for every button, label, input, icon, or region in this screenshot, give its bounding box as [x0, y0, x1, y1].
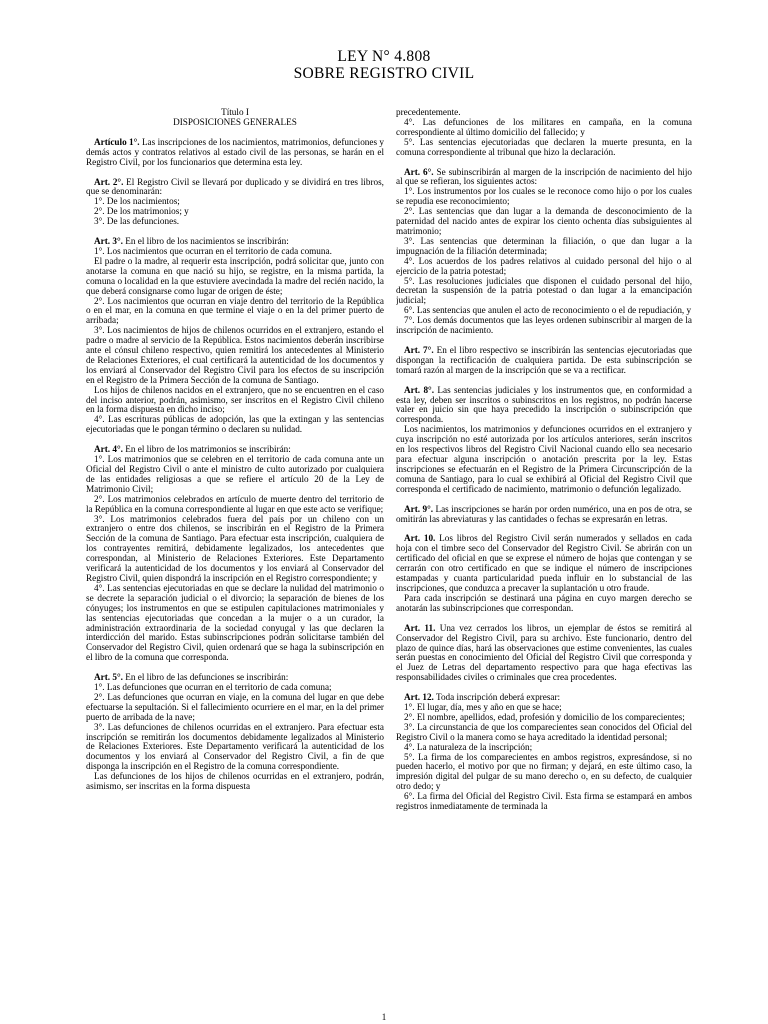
article-11: Art. 11. Una vez cerrados los libros, un ejemplar de éstos se remitirá al Conservador del Registro Civil, para su archivo. Este funcionario, dentro del plazo de quince días, hará las observaciones que estime convenientes, las cuales serán puestas en conocimiento del Oficial del Registro Civil que corresponda y el Juez de Letras del departamento respectivo para que haga efectivas las responsabilidades civiles o criminales que crea procedentes.	[396, 622, 692, 683]
paragraph: 3°. Los matrimonios celebrados fuera del país por un chileno con un extranjero o entre dos chilenos, se inscribirán en el Registro de la Primera Sección de la comuna de Santiago. Para efectuar esta inscripción, cualquiera de los contrayentes remitirá, debidamente legalizados, los antecedentes que correspondan, al Ministerio de Relaciones Exteriores. Este Departamento verificará la autenticidad de los documentos y los enviará al Conservador del Registro Civil, quien dispondrá la inscripción en el Registro correspondiente; y	[86, 513, 384, 583]
article-label: Art. 4°.	[94, 444, 123, 455]
article-label: Art. 5°.	[94, 672, 123, 683]
article-10: Art. 10. Los libros del Registro Civil serán numerados y sellados en cada hoja con el timbre seco del Conservador del Registro Civil. Se abrirán con un certificado del oficial en que se exprese el número de hojas que contengan y se cerrarán con otro certificado en que se indique el número de inscripciones estampadas y cuanta particularidad pueda influir en lo substancial de las inscripciones, que conduzca a precaver la suplantación u otro fraude.	[396, 533, 692, 593]
paragraph: El padre o la madre, al requerir esta inscripción, podrá solicitar que, junto con anotarse la comuna en que nació su hijo, se registre, en la misma partida, la comuna o localidad en la que estuviere avecindada la madre del recién nacido, la que deberá consignarse como lugar de origen de éste;	[86, 255, 384, 296]
paragraph: 4°. La naturaleza de la inscripción;	[404, 741, 533, 752]
paragraph: 5°. Las resoluciones judiciales que disponen el cuidado personal del hijo, decretan la suspensión de la patria potestad o dan lugar a la emancipación judicial;	[396, 275, 692, 306]
paragraph: 2°. Los nacimientos que ocurran en viaje dentro del territorio de la República o en el mar, en la comuna en que termine el viaje o en la del primer puerto de arribada;	[86, 295, 384, 326]
article-4: Art. 4°. En el libro de los matrimonios se inscribirán:	[94, 444, 291, 455]
paragraph: 1°. Los nacimientos que ocurran en el territorio de cada comuna.	[94, 245, 332, 256]
paragraph: 4°. Las defunciones de los militares en campaña, en la comuna correspondiente al último domicilio del fallecido; y	[396, 116, 692, 137]
article-2: Art. 2°. El Registro Civil se llevará por duplicado y se dividirá en tres libros, que se denominarán:	[86, 176, 384, 197]
article-7: Art. 7°. En el libro respectivo se inscribirán las sentencias ejecutoriadas que dispongan la rectificación de cualquiera partida. De esta subinscripción se tomará razón al margen de la inscripción que se va a rectificar.	[396, 344, 692, 375]
paragraph: 3°. Las sentencias que determinan la filiación, o que dan lugar a la impugnación de la filiación determinada;	[396, 235, 692, 256]
article-label: Art. 3°.	[94, 236, 123, 247]
paragraph: 2°. El nombre, apellidos, edad, profesión y domicilio de los comparecientes;	[404, 711, 685, 722]
law-title: LEY N° 4.808	[337, 48, 431, 65]
paragraph: 7°. Los demás documentos que las leyes ordenen subinscribir al margen de la inscripción de nacimiento.	[396, 315, 692, 336]
article-5: Art. 5°. En el libro de las defunciones se inscribirán:	[94, 672, 289, 683]
paragraph: 3°. Los nacimientos de hijos de chilenos ocurridos en el extranjero, estando el padre o madre al servicio de la República. Estos nacimientos deberán inscribirse ante el cónsul chileno respectivo, quien remitirá los antecedentes al Ministerio de Relaciones Exteriores, el cual certificará la autenticidad de los documentos y los enviará al Conservador del Registro Civil para los efectos de su inscripción en el Registro de la Primera Sección de la comuna de Santiago.	[86, 325, 384, 385]
paragraph: 1°. Los matrimonios que se celebren en el territorio de cada comuna ante un Oficial del Registro Civil o ante el ministro de culto autorizado por cualquiera de las entidades religiosas a que se refiere el artículo 20 de la Ley de Matrimonio Civil;	[86, 454, 384, 494]
law-subject: SOBRE REGISTRO CIVIL	[293, 65, 475, 82]
paragraph: 5°. La firma de los comparecientes en ambos registros, expresándose, si no pueden hacerlo, el motivo por que no firman; y dejará, en este último caso, la impresión digital del pulgar de su mano derecho o, en su defecto, de cualquier otro dedo; y	[396, 751, 692, 792]
left-column	[86, 108, 384, 1003]
paragraph: 1°. Las defunciones que ocurran en el territorio de cada comuna;	[94, 682, 332, 693]
paragraph: 2°. Las defunciones que ocurran en viaje, en la comuna del lugar en que debe efectuarse la sepultación. Si el fallecimiento ocurriere en el mar, en la del primer puerto de arribada de la nave;	[86, 691, 384, 722]
article-label: Artículo 1°.	[94, 136, 140, 147]
paragraph: 4°. Las escrituras públicas de adopción, las que la extingan y las sentencias ejecutoriadas que le pongan término o declaren su nulidad.	[86, 414, 384, 435]
article-label: Art. 8°.	[404, 384, 435, 395]
right-column	[396, 108, 692, 1003]
paragraph: 1°. Los instrumentos por los cuales se le reconoce como hijo o por los cuales se repudia ese reconocimiento;	[396, 186, 692, 207]
list-item: 2°. De los matrimonios; y	[94, 206, 189, 217]
article-3: Art. 3°. En el libro de los nacimientos se inscribirán:	[94, 236, 289, 247]
article-9: Art. 9°. Las inscripciones se harán por orden numérico, una en pos de otra, se omitirán las abreviaturas y las cantidades o fechas se expresarán en letras.	[396, 503, 692, 524]
article-label: Art. 6°.	[404, 166, 434, 177]
article-8: Art. 8°. Las sentencias judiciales y los instrumentos que, en conformidad a esta ley, deben ser inscritos o subinscritos en los registros, no podrán hacerse valer en juicio sin que haya precedido la inscripción o subinscripción que corresponda.	[396, 384, 692, 425]
article-label: Art. 2°.	[94, 176, 124, 187]
article-label: Art. 10.	[404, 533, 436, 544]
article-12: Art. 12. Toda inscripción deberá expresar:	[404, 692, 561, 703]
paragraph: 3°. Las defunciones de chilenos ocurridas en el extranjero. Para efectuar esta inscripción se remitirán los documentos debidamente legalizados al Ministerio de Relaciones Exteriores. Este Departamento verificará la autenticidad de los documentos y los enviará al Conservador del Registro Civil, a fin de que disponga la inscripción en el Registro de la comuna correspondiente.	[86, 721, 384, 772]
paragraph: Para cada inscripción se destinará una página en cuyo margen derecho se anotarán las subinscripciones que correspondan.	[396, 592, 692, 613]
title-heading: Título I	[221, 108, 249, 117]
paragraph: 2°. Los matrimonios celebrados en artículo de muerte dentro del territorio de la República en la comuna correspondiente al lugar en que este acto se verifique;	[86, 493, 384, 514]
paragraph: 3°. La circunstancia de que los comparecientes sean conocidos del Oficial del Registro Civil o la manera como se haya acreditado la identidad personal;	[396, 721, 692, 742]
article-label: Art. 9°.	[404, 503, 434, 514]
paragraph: Las defunciones de los hijos de chilenos ocurridas en el extranjero, podrán, asimismo, ser inscritas en la forma dispuesta	[86, 771, 384, 792]
paragraph: precedentemente.	[396, 108, 461, 117]
page-number: 1	[381, 1012, 387, 1022]
paragraph: Los nacimientos, los matrimonios y defunciones ocurridos en el extranjero y cuya inscripción no esté autorizada por los artículos anteriores, serán inscritos en los respectivos libros del Registro Civil Nacional cuando ello sea necesario para efectuar alguna inscripción o anotación prescrita por la ley. Estas inscripciones se efectuarán en el Registro de la Primera Circunscripción de la comuna de Santiago, para lo cual se exhibirá al Oficial del Registro Civil que corresponda el certificado de nacimiento, matrimonio o defunción legalizado.	[396, 424, 692, 494]
article-label: Art. 7°.	[404, 344, 434, 355]
paragraph: 6°. La firma del Oficial del Registro Civil. Esta firma se estampará en ambos registros inmediatamente de terminada la	[396, 791, 692, 812]
paragraph: 6°. Las sentencias que anulen el acto de reconocimiento o el de repudiación, y	[404, 305, 692, 316]
paragraph: 5°. Las sentencias ejecutoriadas que declaren la muerte presunta, en la comuna correspondiente al tribunal que hizo la declaración.	[396, 136, 692, 157]
paragraph: 4°. Los acuerdos de los padres relativos al cuidado personal del hijo o al ejercicio de la patria potestad;	[396, 255, 692, 276]
article-label: Art. 12.	[404, 692, 434, 703]
paragraph: Los hijos de chilenos nacidos en el extranjero, que no se encuentren en el caso del inciso anterior, podrán, asimismo, ser inscritos en el Registro Civil chileno en la forma dispuesta en dicho inciso;	[86, 384, 384, 415]
article-6: Art. 6°. Se subinscribirán al margen de la inscripción de nacimiento del hijo al que se refieran, los siguientes actos:	[396, 166, 692, 187]
paragraph: 4°. Las sentencias ejecutoriadas en que se declare la nulidad del matrimonio o se decrete la separación judicial o el divorcio; la separación de bienes de los cónyuges; los instrumentos en que se estipulen capitulaciones matrimoniales y las sentencias ejecutoriadas que concedan a la mujer o a un curador, la administración extraordinaria de la sociedad conyugal y las que declaren la interdicción del marido. Estas subinscripciones podrán solicitarse también del Conservador del Registro Civil, quien ordenará que se haga la subinscripción en el libro de la comuna que corresponda.	[86, 582, 384, 663]
list-item: 3°. De las defunciones.	[94, 216, 180, 227]
list-item: 1°. De los nacimientos;	[94, 196, 180, 207]
paragraph: 1°. El lugar, día, mes y año en que se hace;	[404, 702, 562, 713]
article-label: Art. 11.	[404, 622, 436, 633]
paragraph: 2°. Las sentencias que dan lugar a la demanda de desconocimiento de la paternidad del nacido antes de expirar los ciento ochenta días subsiguientes al matrimonio;	[396, 206, 692, 236]
title-name: DISPOSICIONES GENERALES	[173, 116, 297, 127]
article-1: Artículo 1°. Las inscripciones de los nacimientos, matrimonios, defunciones y demás actos y contratos relativos al estado civil de las personas, se harán en el Registro Civil, por los funcionarios que determina esta ley.	[86, 136, 384, 167]
